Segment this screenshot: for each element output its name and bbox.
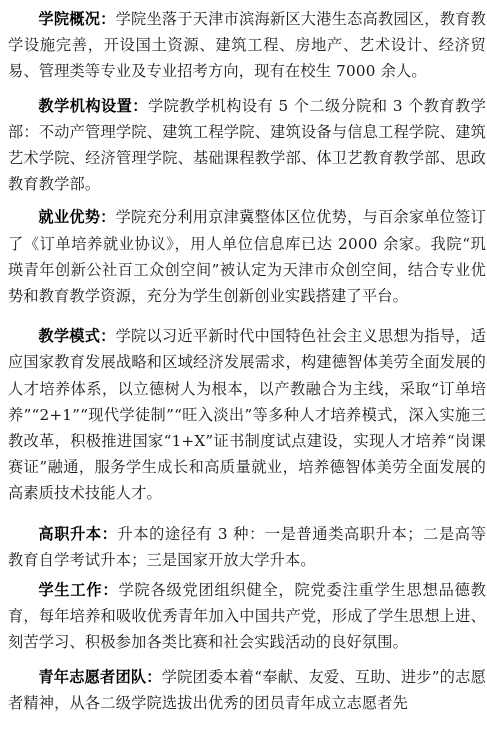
section-heading: 学院概况： (38, 10, 116, 28)
section-employment-advantages (8, 204, 486, 309)
section-upgrade-to-bachelor (8, 521, 486, 573)
section-heading: 教学模式： (38, 327, 116, 346)
section-text: 学院团委本着“奉献、友爱、互助、进步”的志愿者精神，从各二级学院选拔出优秀的团员青年成立志愿者先 (8, 667, 486, 712)
section-heading: 教学机构设置： (38, 96, 148, 115)
section-text: 学院坐落于天津市滨海新区大港生态高教园区，教育教学设施完善，开设国土资源、建筑工程、房地产、艺术设计、经济贸易、管理类等专业及专业招考方向，现有在校生 7000 余人。 (8, 10, 486, 81)
section-text: 学院以习近平新时代中国特色社会主义思想为指导，适应国家教育发展战略和区域经济发展需求，构建德智体美劳全面发展的人才培养体系，以立德树人为根本，以产教融合为主线，采取“订单培养”“2+1”“现代学徒制”“旺入淡出”等多种人才培养模式，深入实施三教改革，积极推进国家“1+X”证书制度试点建设，实现人才培养“岗课赛证”融通，服务学生成长和高质量就业，培养德智体美劳全面发展的高素质技术技能人才。 (8, 327, 486, 503)
section-heading: 高职升本： (38, 524, 118, 543)
section-heading: 就业优势： (38, 208, 116, 227)
section-youth-volunteer-team (8, 664, 486, 716)
section-text: 学院各级党团组织健全，院党委注重学生思想品德教育，每年培养和吸收优秀青年加入中国共产党，形成了学生思想上进、刻苦学习、积极参加各类比赛和社会实践活动的良好氛围。 (8, 581, 486, 652)
section-teaching-model (8, 323, 486, 506)
section-heading: 学生工作： (38, 581, 119, 600)
section-text: 升本的途径有 3 种：一是普通类高职升本；二是高等教育自学考试升本；三是国家开放大学升本。 (8, 524, 486, 569)
section-student-work (8, 577, 486, 656)
section-teaching-institutions (8, 93, 486, 198)
section-text: 学院充分利用京津冀整体区位优势，与百余家单位签订了《订单培养就业协议》，用人单位信息库已达 2000 余家。我院“玑瑛青年创新公社百工众创空间”被认定为天津市众创空间，结合专业优势和教育教学资源，充分为学生创新创业实践搭建了平台。 (8, 208, 486, 306)
section-text: 学院教学机构设有 5 个二级分院和 3 个教育教学部：不动产管理学院、建筑工程学院、建筑设备与信息工程学院、建筑艺术学院、经济管理学院、基础课程教学部、体卫艺教育教学部、思政教育教学部。 (8, 96, 486, 194)
document-body (8, 6, 486, 716)
section-college-overview (8, 6, 486, 85)
section-heading: 青年志愿者团队： (38, 667, 162, 686)
